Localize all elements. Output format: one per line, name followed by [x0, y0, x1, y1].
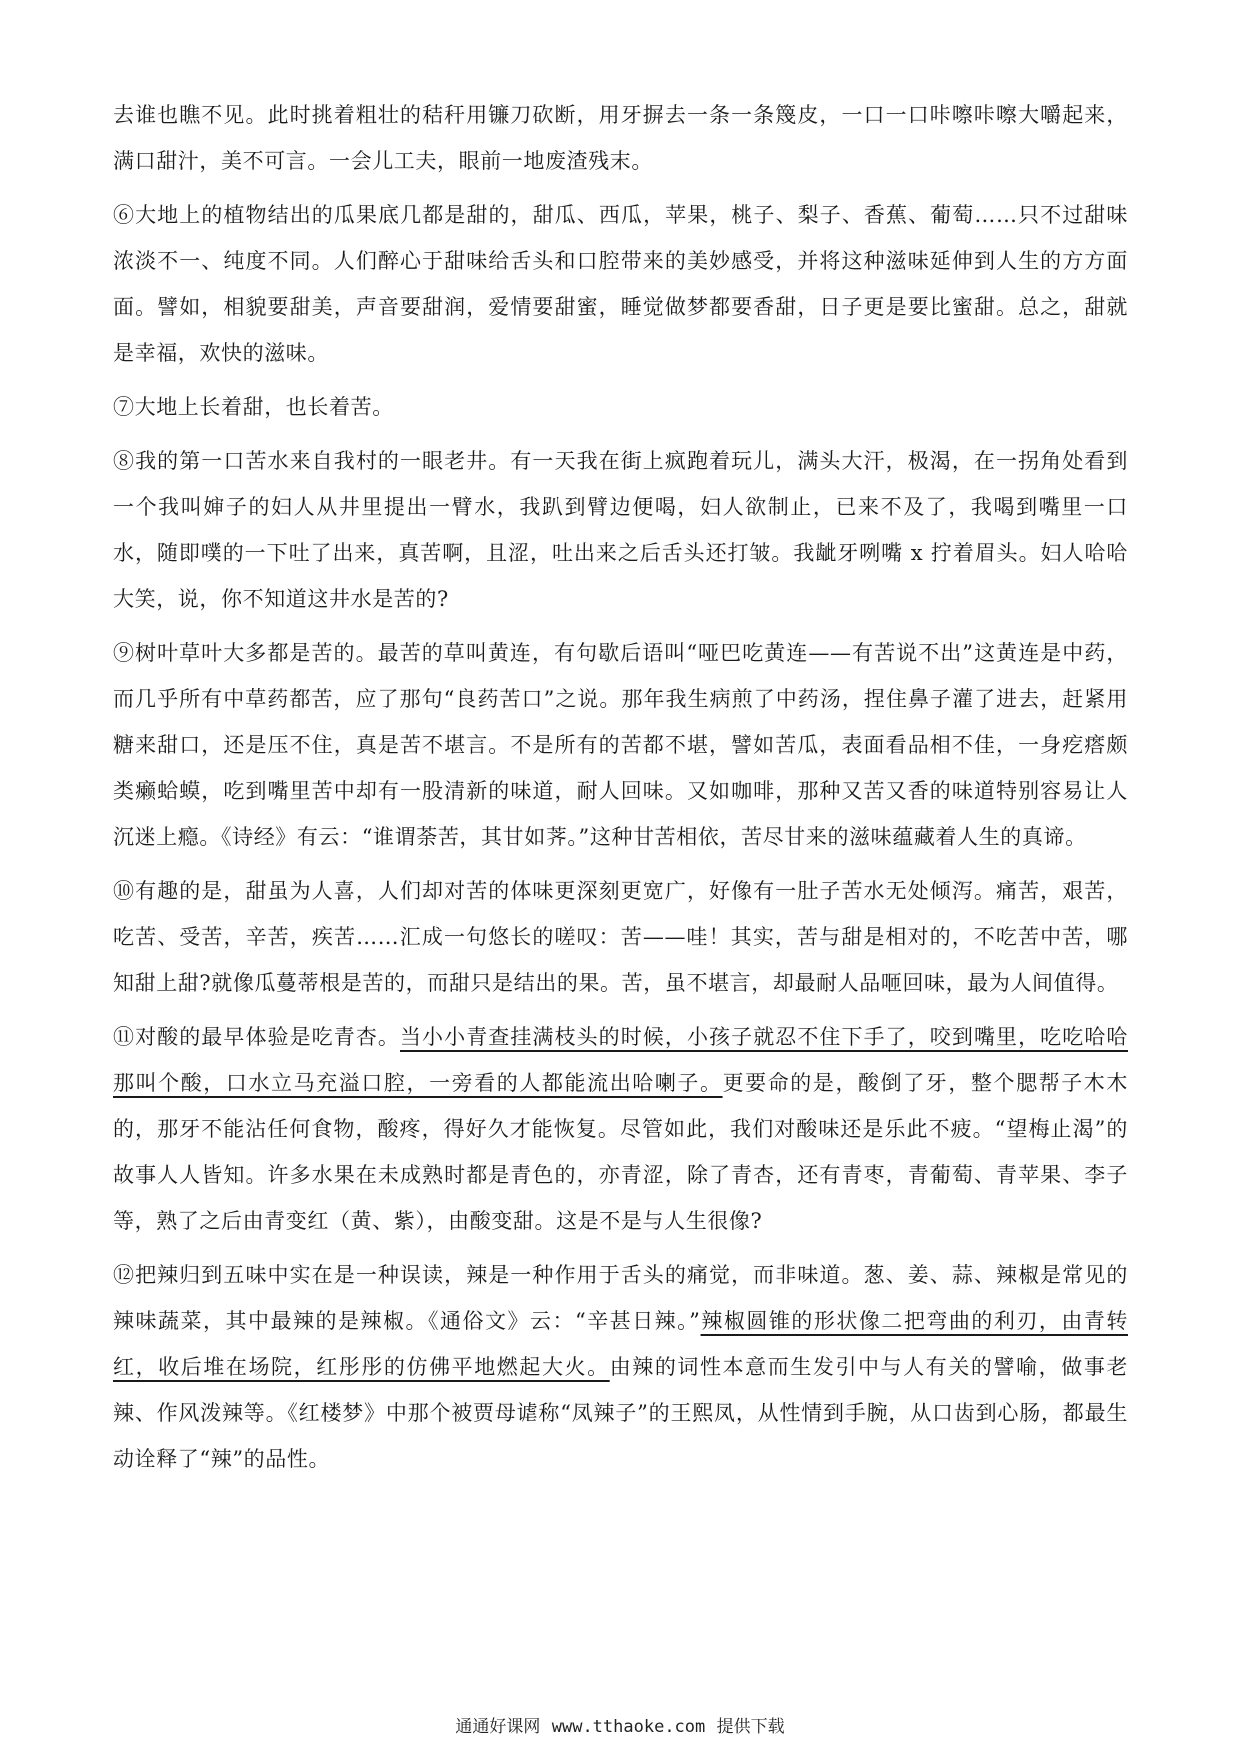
underlined-sentence-sour: 当小小青查挂满枝头的时候，小孩子就忍不住下手了，咬到嘴里，吃吃哈哈那叫个酸，口水立马充溢口腔，一旁看的人都能流出哈喇子。 [113, 1025, 1128, 1095]
document-body [113, 92, 1128, 1490]
paragraph-7: ⑦大地上长着甜，也长着苦。 [113, 395, 394, 419]
paragraph-11-intro: ⑪对酸的最早体验是吃青杏。 [113, 1025, 400, 1049]
paragraph-5-continued: 去谁也瞧不见。此时挑着粗壮的秸秆用镰刀砍断，用牙摒去一条一条篾皮，一口一口咔嚓咔嚓大嚼起来，满口甜汁，美不可言。一会儿工夫，眼前一地废渣残末。 [113, 103, 1128, 173]
paragraph-12 [113, 1252, 1128, 1482]
footer-suffix: 提供下载 [716, 1717, 785, 1737]
paragraph-11 [113, 1014, 1128, 1244]
page-footer [0, 1712, 1240, 1737]
paragraph-6: ⑥大地上的植物结出的瓜果底几都是甜的，甜瓜、西瓜，苹果，桃子、梨子、香蕉、葡萄……只不过甜味浓淡不一、纯度不同。人们醉心于甜味给舌头和口腔带来的美妙感受，并将这种滋味延伸到人生的方方面面。譬如，相貌要甜美，声音要甜润，爱情要甜蜜，睡觉做梦都要香甜，日子更是要比蜜甜。总之，甜就是幸福，欢快的滋味。 [113, 203, 1128, 365]
footer-url[interactable]: www.tthaoke.com [551, 1717, 706, 1737]
paragraph-9: ⑨树叶草叶大多都是苦的。最苦的草叫黄连，有句歇后语叫“哑巴吃黄连——有苦说不出”这黄连是中药，而几乎所有中草药都苦，应了那句“良药苦口”之说。那年我生病煎了中药汤，捏住鼻子灌了进去，赶紧用糖来甜口，还是压不住，真是苦不堪言。不是所有的苦都不堪，譬如苦瓜，表面看品相不佳，一身疙瘩颇类癞蛤蟆，吃到嘴里苦中却有一股清新的味道，耐人回味。又如咖啡，那种又苦又香的味道特别容易让人沉迷上瘾。《诗经》有云：“谁谓荼苦，其甘如荠。”这种甘苦相依，苦尽甘来的滋味蕴藏着人生的真谛。 [113, 641, 1128, 849]
paragraph-12-rest: 由辣的词性本意而生发引中与人有关的譬喻，做事老辣、作风泼辣等。《红楼梦》中那个被贾母谑称“凤辣子”的王熙凤，从性情到手腕，从口齿到心肠，都最生动诠释了“辣”的品性。 [113, 1355, 1128, 1471]
paragraph-11-rest: 更要命的是，酸倒了牙，整个腮帮子木木的，那牙不能沾任何食物，酸疼，得好久才能恢复。尽管如此，我们对酸味还是乐此不疲。“望梅止渴”的故事人人皆知。许多水果在未成熟时都是青色的，亦青涩，除了青杏，还有青枣，青葡萄、青苹果、李子等，熟了之后由青变红（黄、紫），由酸变甜。这是不是与人生很像? [113, 1071, 1128, 1233]
paragraph-8: ⑧我的第一口苦水来自我村的一眼老井。有一天我在街上疯跑着玩儿，满头大汗，极渴，在一拐角处看到一个我叫婶子的妇人从井里提出一臂水，我趴到臂边便喝，妇人欲制止，已来不及了，我喝到嘴里一口水，随即噗的一下吐了出来，真苦啊，且涩，吐出来之后舌头还打皱。我龇牙咧嘴 x 拧着眉头。妇人哈哈大笑，说，你不知道这井水是苦的? [113, 449, 1128, 611]
paragraph-10: ⑩有趣的是，甜虽为人喜，人们却对苦的体味更深刻更宽广，好像有一肚子苦水无处倾泻。痛苦，艰苦，吃苦、受苦，辛苦，疾苦……汇成一句悠长的嗟叹：苦——哇！其实，苦与甜是相对的，不吃苦中苦，哪知甜上甜?就像瓜蔓蒂根是苦的，而甜只是结出的果。苦，虽不堪言，却最耐人品咂回味，最为人间值得。 [113, 879, 1128, 995]
footer-site-name: 通通好课网 [455, 1717, 541, 1737]
underlined-sentence-spicy: 辣椒圆锥的形状像二把弯曲的利刃，由青转红，收后堆在场院，红彤彤的仿佛平地燃起大火。 [113, 1309, 1128, 1379]
paragraph-12-intro: ⑫把辣归到五味中实在是一种误读，辣是一种作用于舌头的痛觉，而非味道。葱、姜、蒜、辣椒是常见的辣味蔬菜，其中最辣的是辣椒。《通俗文》云：“辛甚日辣。” [113, 1263, 1128, 1333]
